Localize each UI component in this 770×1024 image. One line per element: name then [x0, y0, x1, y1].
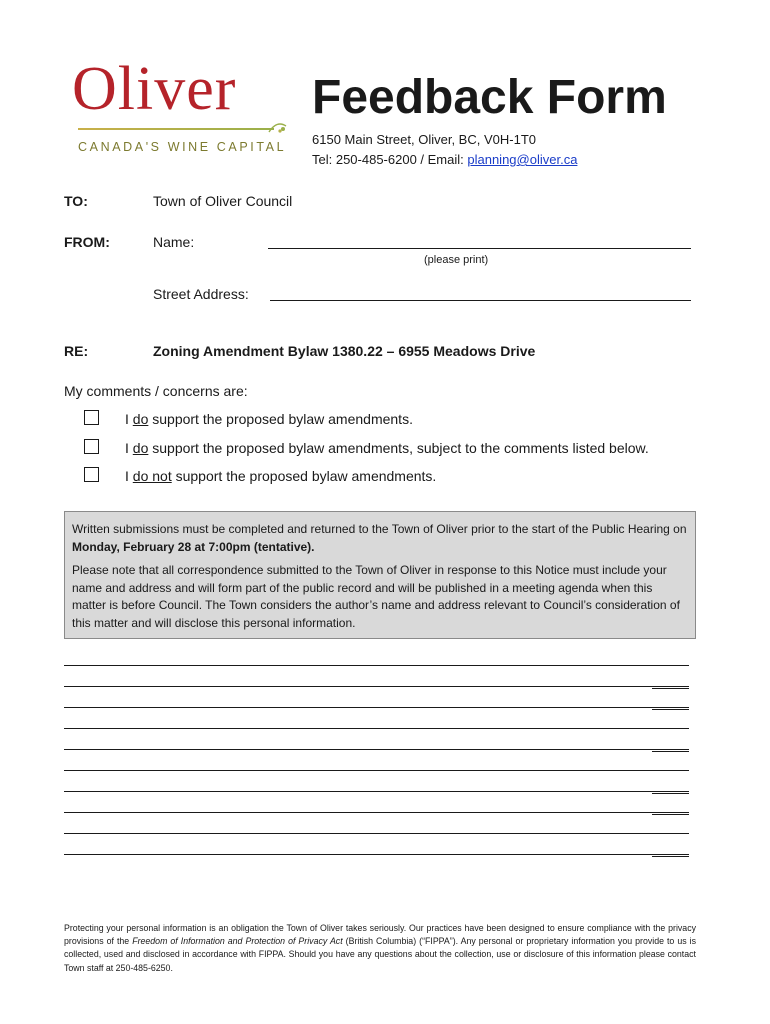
- comment-line: [64, 749, 689, 750]
- option-text: support the proposed bylaw amendments, subject to the comments listed below.: [148, 440, 649, 456]
- comment-line: [64, 686, 689, 687]
- comment-line: [64, 791, 689, 792]
- re-label: RE:: [64, 343, 89, 359]
- comment-line: [64, 833, 689, 834]
- logo-tagline: CANADA'S WINE CAPITAL: [78, 140, 287, 154]
- hearing-date: Monday, February 28 at 7:00pm (tentative).: [72, 539, 315, 554]
- street-address-label: Street Address:: [153, 286, 249, 302]
- comment-line: [64, 728, 689, 729]
- name-label: Name:: [153, 234, 195, 250]
- comment-line-tail: [652, 793, 689, 794]
- to-value: Town of Oliver Council: [153, 193, 293, 209]
- to-label: TO:: [64, 193, 88, 209]
- footer-text: Protecting your personal information is an obligation the Town of Oliver takes seriously. Our practices have been designed to ensure compliance with the privacy provisions of the: [64, 923, 696, 947]
- comment-line-tail: [652, 709, 689, 710]
- option-emphasis: do: [132, 411, 149, 427]
- comment-line: [64, 812, 689, 813]
- privacy-notice-text: Please note that all correspondence submitted to the Town of Oliver in response to this Notice must include your name and address and will form part of the public record and will be published in a meeting agenda when this matter is before Council. The Town considers the author’s name and address relevant to Council’s consideration of this matter and will disclose this personal information.: [72, 563, 680, 630]
- email-link[interactable]: planning@oliver.ca: [467, 152, 578, 167]
- option-emphasis: do not: [132, 468, 172, 484]
- contact-prefix: Tel: 250-485-6200 / Email:: [312, 152, 468, 167]
- comment-line: [64, 854, 689, 855]
- option-text: I: [125, 468, 133, 484]
- comment-line: [64, 707, 689, 708]
- page-title: Feedback Form: [312, 71, 667, 124]
- deadline-text: Written submissions must be completed and returned to the Town of Oliver prior to the start of the Public Hearing on: [72, 522, 687, 536]
- from-label: FROM:: [64, 234, 110, 250]
- comment-line-tail: [652, 751, 689, 752]
- comment-line-tail: [652, 856, 689, 857]
- footer-text: (British Columbia) (“FIPPA”). Any personal or proprietary information you provide to us is collected, used and disclosed in accordance with FIPPA. Should you have any questions about the collection, use or disclosure of this information please contact Town staff at 250-485-6250.: [64, 936, 696, 973]
- fippa-act-name: Freedom of Information and Protection of Privacy Act: [132, 936, 343, 947]
- option-emphasis: do: [132, 440, 149, 456]
- logo-wordmark: Oliver: [72, 55, 237, 123]
- re-value: Zoning Amendment Bylaw 1380.22 – 6955 Meadows Drive: [153, 343, 536, 359]
- privacy-footer: [64, 922, 696, 975]
- comment-line-tail: [652, 814, 689, 815]
- option-text: support the proposed bylaw amendments.: [148, 411, 413, 427]
- option-text: support the proposed bylaw amendments.: [171, 468, 437, 484]
- comments-heading: My comments / concerns are:: [64, 383, 248, 399]
- office-address: 6150 Main Street, Oliver, BC, V0H-1T0: [312, 132, 536, 147]
- comment-line: [64, 770, 689, 771]
- comment-line: [64, 665, 689, 666]
- comment-line-tail: [652, 688, 689, 689]
- option-text: I: [125, 440, 133, 456]
- name-hint: (please print): [424, 254, 489, 266]
- option-text: I: [125, 411, 133, 427]
